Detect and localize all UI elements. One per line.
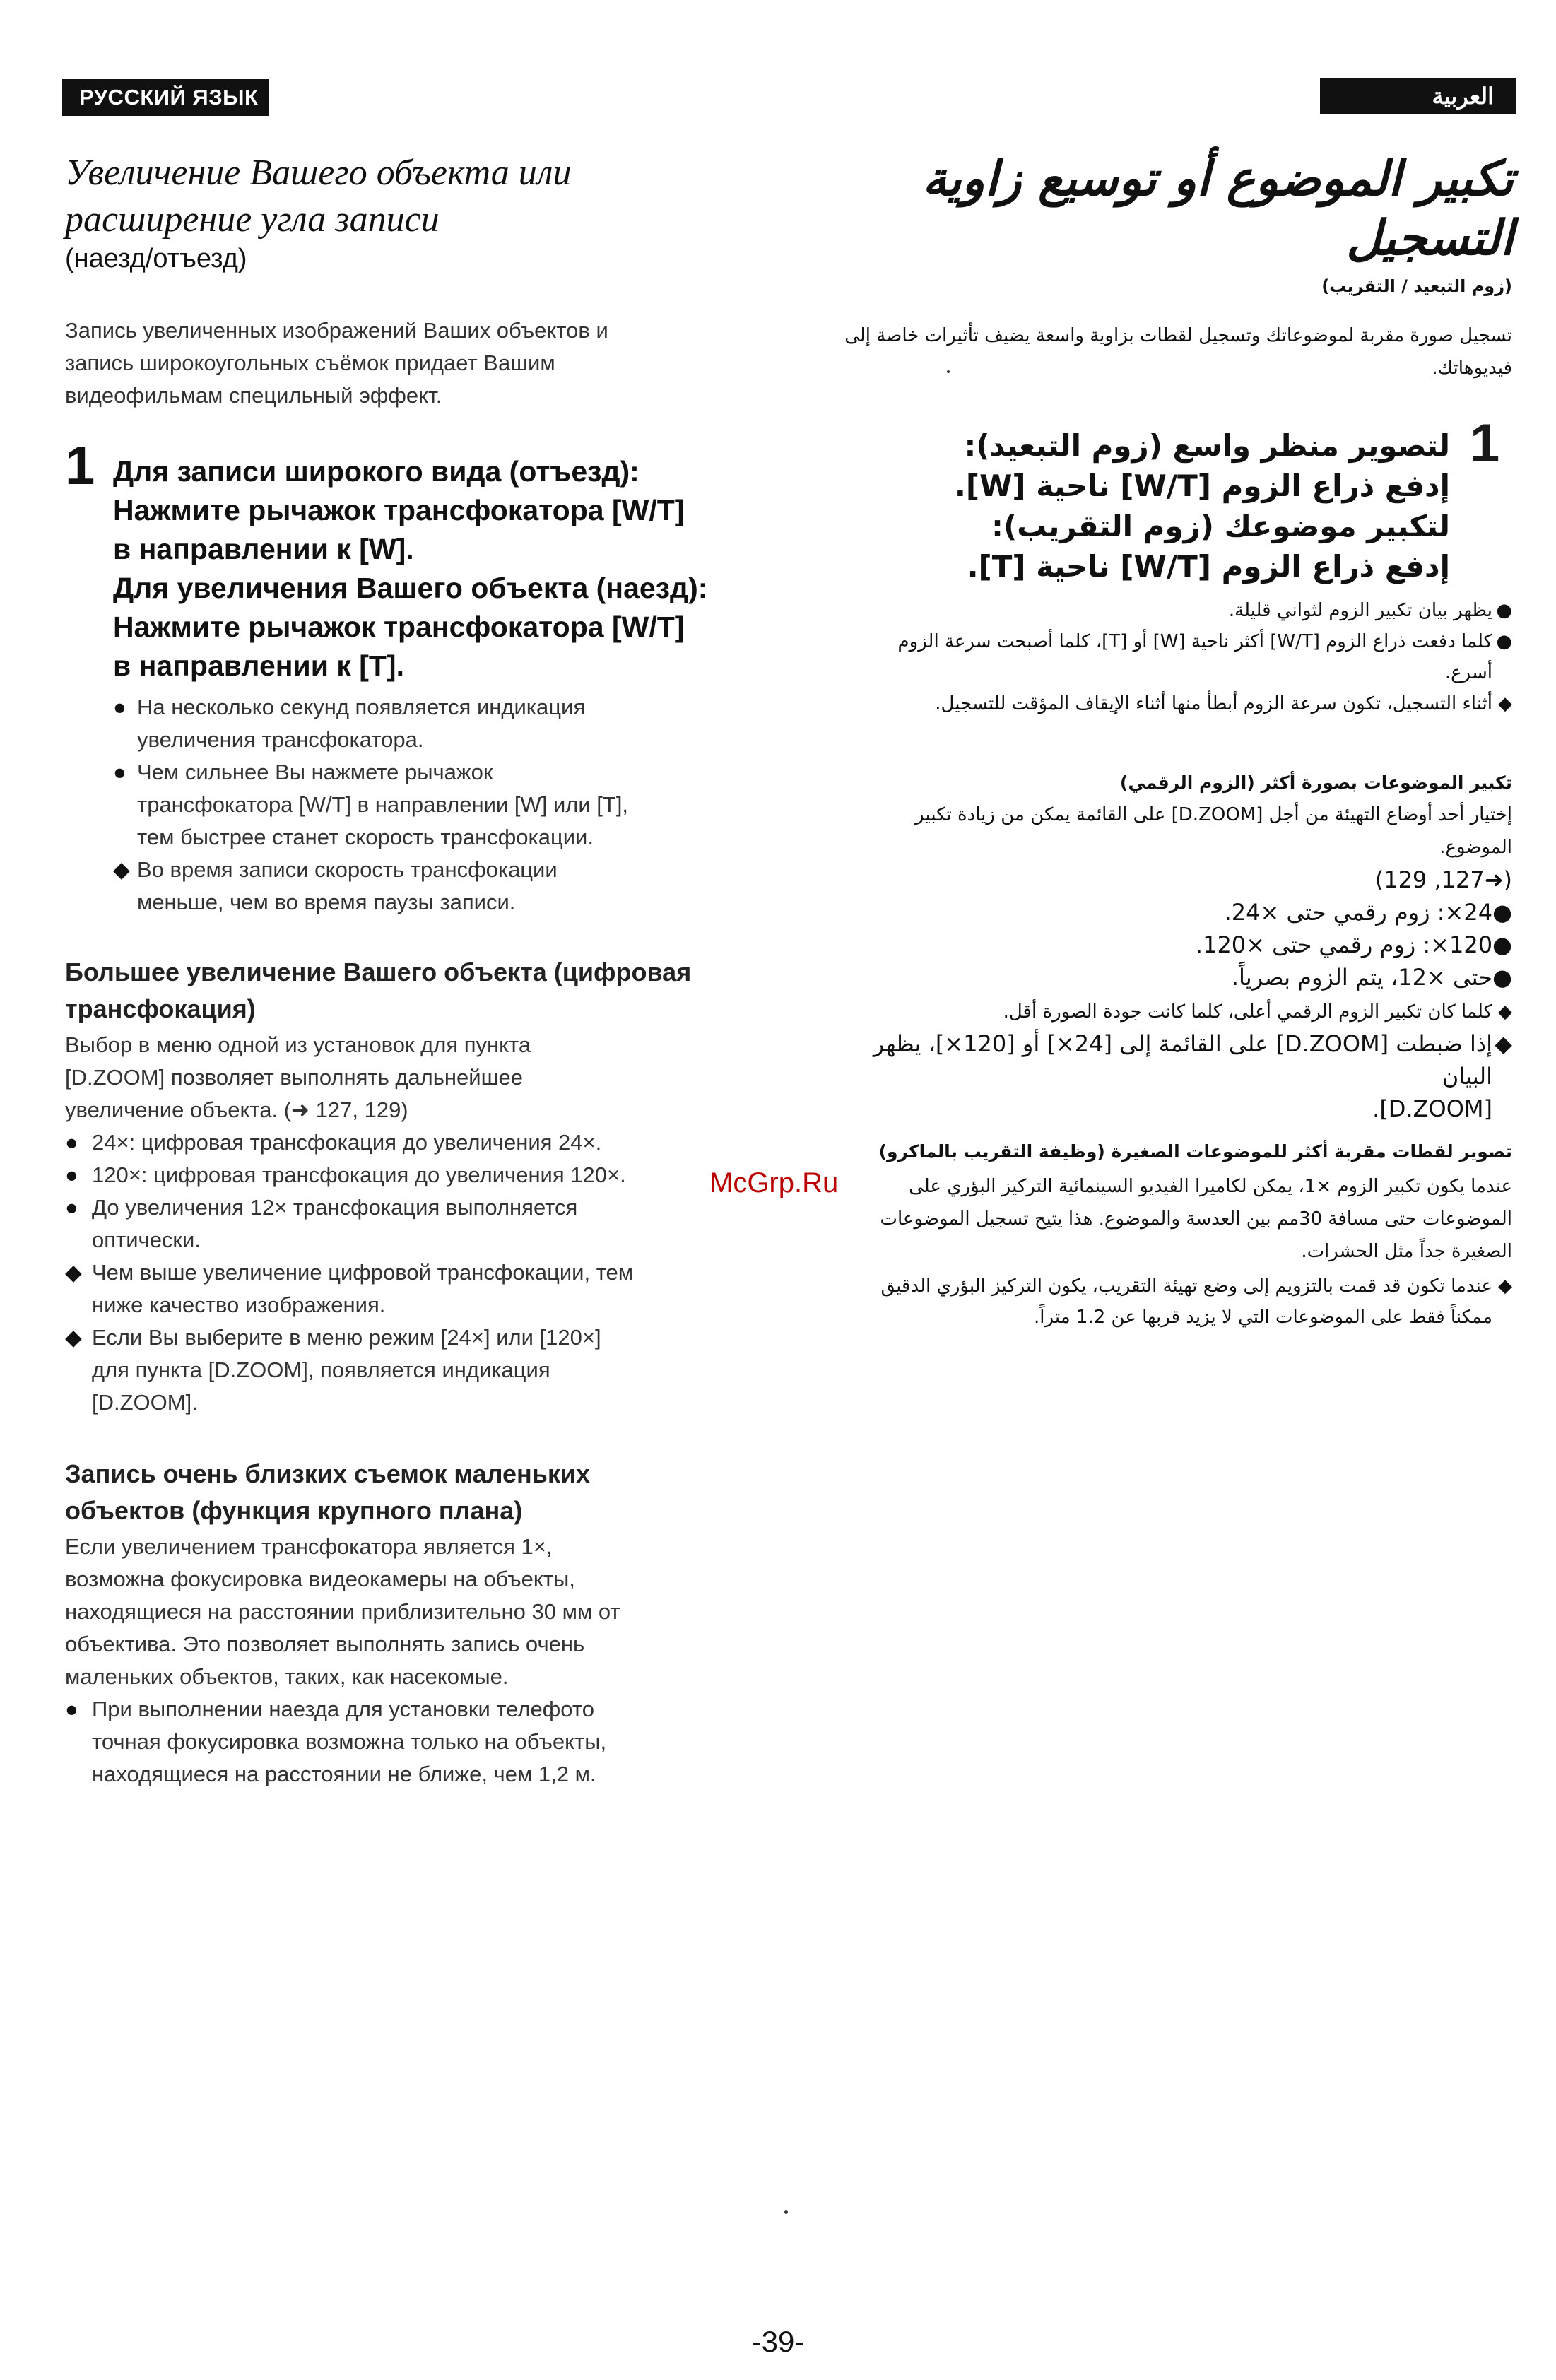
body-line: إختيار أحد أوضاع التهيئة من أجل [D.ZOOM] على القائمة يمكن من زيادة تكبير <box>915 804 1512 825</box>
ru-step-line: Нажмите рычажок трансфокатора [W/T] <box>113 494 685 526</box>
body-line: Выбор в меню одной из установок для пункта <box>65 1032 531 1057</box>
ar-step-line: لتصوير منظر واسع (زوم التبعيد): <box>964 428 1450 463</box>
ru-intro-line: видеофильмам специльный эффект. <box>65 383 442 408</box>
ar-step-line: لتكبير موضوعك (زوم التقريب): <box>991 509 1450 543</box>
list-line: точная фокусировка возможна только на объекты, <box>92 1729 607 1754</box>
ru-digital-zoom-heading <box>65 954 743 1027</box>
ar-digital-zoom-notes <box>834 996 1512 1125</box>
note-line: Во время записи скорость трансфокации <box>137 857 558 882</box>
note-line: тем быстрее станет скорость трансфокации. <box>137 825 594 849</box>
note-line: увеличения трансфокатора. <box>137 727 424 752</box>
list-line: (➜127, 129) <box>1374 866 1512 893</box>
body-line: [D.ZOOM] позволяет выполнять дальнейшее <box>65 1065 523 1090</box>
ru-step-line: в направлении к [W]. <box>113 533 414 565</box>
list-item <box>65 1191 729 1256</box>
list-line: До увеличения 12× трансфокация выполняется <box>92 1195 578 1220</box>
ar-macro-body <box>834 1170 1512 1268</box>
list-item <box>65 1256 729 1321</box>
ar-subtitle: (زوم التبعيد / التقريب) <box>1321 276 1512 296</box>
note-line: كلما كان تكبير الزوم الرقمي أعلى، كلما كانت جودة الصورة أقل. <box>1003 1001 1492 1023</box>
list-line: для пункта [D.ZOOM], появляется индикация <box>92 1357 550 1382</box>
body-line: объектива. Это позволяет выполнять запись очень <box>65 1632 585 1656</box>
note-line: عندما تكون قد قمت بالتزويم إلى وضع تهيئة التقريب، يكون التركيز البؤري الدقيق <box>880 1276 1492 1297</box>
note-line: [D.ZOOM]. <box>1372 1095 1492 1122</box>
ar-digital-zoom-options <box>834 864 1512 994</box>
body-line: находящиеся на расстоянии приблизительно 30 мм от <box>65 1599 620 1624</box>
list-item <box>834 1027 1512 1125</box>
note-line: أسرع. <box>1444 662 1492 683</box>
scan-speck <box>784 2210 788 2214</box>
ar-macro-heading: تصوير لقطات مقربة أكثر للموضوعات الصغيرة (وظيفة التقريب بالماكرو) <box>878 1141 1512 1162</box>
bullet-icon: ● <box>65 1162 78 1187</box>
note-line: меньше, чем во время паузы записи. <box>137 890 516 914</box>
list-item <box>834 595 1512 626</box>
list-line: 120×: цифровая трансфокация до увеличения 120×. <box>92 1162 626 1187</box>
list-line: При выполнении наезда для установки телефото <box>92 1697 594 1721</box>
note-line: يظهر بيان تكبير الزوم لثواني قليلة. <box>1228 600 1492 621</box>
note-line: أثناء التسجيل، تكون سرعة الزوم أبطأ منها أثناء الإيقاف المؤقت للتسجيل. <box>935 693 1492 714</box>
heading-line: объектов (функция крупного плана) <box>65 1496 523 1525</box>
list-line: ●24×: زوم رقمي حتى ×24. <box>1224 899 1512 926</box>
list-item <box>834 688 1512 719</box>
body-line: الموضوعات حتى مسافة 30مم بين العدسة والموضوع. هذا يتيح تسجيل الموضوعات <box>880 1208 1512 1230</box>
ru-title-line: Увеличение Вашего объекта или <box>65 153 572 193</box>
ru-macro-list <box>65 1693 729 1791</box>
note-line: إذا ضبطت [D.ZOOM] على القائمة إلى [24×] أو [120×]، يظهر البيان <box>873 1030 1492 1090</box>
ru-step-number: 1 <box>65 436 95 496</box>
ru-step-line: Нажмите рычажок трансфокатора [W/T] <box>113 611 685 643</box>
ar-intro-line: تسجيل صورة مقربة لموضوعاتك وتسجيل لقطات بزاوية واسعة يضيف تأثيرات خاصة إلى <box>844 325 1512 346</box>
list-line: 24×: цифровая трансфокация до увеличения 24×. <box>92 1130 602 1155</box>
ru-title-line: расширение угла записи <box>65 199 440 240</box>
ru-step-line: в направлении к [T]. <box>113 649 404 682</box>
ar-title-line: تكبير الموضوع أو توسيع زاوية <box>922 151 1514 207</box>
ru-digital-zoom-body <box>65 1029 758 1126</box>
ru-intro <box>65 314 729 412</box>
ru-intro-line: Запись увеличенных изображений Ваших объектов и <box>65 318 608 343</box>
ru-step-notes <box>113 691 721 919</box>
heading-line: Запись очень близких съемок маленьких <box>65 1459 591 1488</box>
ar-step-notes <box>834 595 1512 719</box>
diamond-bullet-icon: ◆ <box>1495 1030 1512 1057</box>
bullet-icon: ● <box>113 760 126 784</box>
list-item <box>113 854 721 919</box>
diamond-bullet-icon: ◆ <box>1498 693 1512 714</box>
language-tag-arabic: العربية <box>1320 78 1516 114</box>
list-line: [D.ZOOM]. <box>92 1390 198 1415</box>
list-line: ●حتى ×12، يتم الزوم بصرياً. <box>1231 964 1512 991</box>
list-line: Чем выше увеличение цифровой трансфокации, тем <box>92 1260 634 1285</box>
body-line: маленьких объектов, таких, как насекомые. <box>65 1664 509 1689</box>
ar-digital-zoom-heading: تكبير الموضوعات بصورة أكثر (الزوم الرقمي) <box>1119 772 1512 793</box>
ar-step-number: 1 <box>1470 413 1500 473</box>
diamond-bullet-icon: ◆ <box>65 1260 82 1285</box>
watermark: McGrp.Ru <box>709 1167 839 1198</box>
ar-digital-zoom-body <box>834 799 1512 864</box>
body-line: Если увеличением трансфокатора является 1×, <box>65 1534 553 1559</box>
bullet-icon: ● <box>113 695 126 719</box>
list-item <box>113 691 721 756</box>
list-line: ●120×: زوم رقمي حتى ×120. <box>1195 931 1512 958</box>
bullet-icon: ● <box>1496 631 1512 652</box>
page-number: -39- <box>751 2325 805 2358</box>
list-line: ниже качество изображения. <box>92 1292 386 1317</box>
ar-step-line: إدفع ذراع الزوم [W/T] ناحية [T]. <box>967 549 1450 584</box>
heading-line: трансфокация) <box>65 994 256 1023</box>
body-line: عندما يكون تكبير الزوم ×1، يمكن لكاميرا الفيديو السينمائية التركيز البؤري على <box>909 1176 1512 1197</box>
note-line: ممكناً فقط على الموضوعات التي لا يزيد قربها عن 1.2 متراً. <box>1034 1307 1492 1328</box>
list-item <box>834 996 1512 1027</box>
list-item <box>834 626 1512 688</box>
ar-intro <box>834 319 1512 384</box>
ar-title-line: التسجيل <box>1346 211 1514 266</box>
list-line: оптически. <box>92 1227 201 1252</box>
list-item <box>65 1693 729 1791</box>
body-line: увеличение объекта. (➜ 127, 129) <box>65 1097 408 1122</box>
body-line: الصغيرة جداً مثل الحشرات. <box>1301 1241 1512 1262</box>
list-item <box>834 1271 1512 1333</box>
ru-intro-line: запись широкоугольных съёмок придает Вашим <box>65 350 555 375</box>
list-item <box>65 1126 729 1159</box>
heading-line: Большее увеличение Вашего объекта (цифровая <box>65 958 692 986</box>
bullet-icon: ● <box>65 1195 78 1220</box>
note-line: Чем сильнее Вы нажмете рычажок <box>137 760 493 784</box>
ar-intro-line: فيديوهاتك. <box>1432 358 1512 379</box>
list-item <box>65 1321 729 1419</box>
diamond-bullet-icon: ◆ <box>1498 1001 1512 1023</box>
ru-subtitle: (наезд/отъезд) <box>65 244 247 273</box>
scan-speck <box>947 370 950 373</box>
ru-macro-heading <box>65 1456 743 1529</box>
list-item <box>113 756 721 854</box>
list-item <box>65 1159 729 1191</box>
ar-step-instructions <box>814 425 1450 587</box>
ar-step-line: إدفع ذراع الزوم [W/T] ناحية [W]. <box>954 469 1450 503</box>
diamond-bullet-icon: ◆ <box>113 857 130 882</box>
ar-macro-notes <box>834 1271 1512 1333</box>
diamond-bullet-icon: ◆ <box>65 1325 82 1350</box>
bullet-icon: ● <box>65 1697 78 1721</box>
ru-step-line: Для увеличения Вашего объекта (наезд): <box>113 572 708 604</box>
ru-macro-body <box>65 1531 758 1693</box>
list-line: находящиеся на расстоянии не ближе, чем 1,2 м. <box>92 1762 596 1786</box>
note-line: На несколько секунд появляется индикация <box>137 695 586 719</box>
note-line: كلما دفعت ذراع الزوم [W/T] أكثر ناحية [W] أو [T]، كلما أصبحت سرعة الزوم <box>897 631 1492 652</box>
ar-page-title <box>835 150 1514 269</box>
ru-page-title <box>65 150 743 243</box>
ru-digital-zoom-list <box>65 1126 729 1419</box>
diamond-bullet-icon: ◆ <box>1498 1276 1512 1297</box>
list-line: Если Вы выберите в меню режим [24×] или [120×] <box>92 1325 601 1350</box>
ru-step-instructions <box>113 452 749 685</box>
body-line: الموضوع. <box>1439 837 1512 858</box>
bullet-icon: ● <box>65 1130 78 1155</box>
language-tag-russian: РУССКИЙ ЯЗЫК <box>62 79 269 116</box>
note-line: трансфокатора [W/T] в направлении [W] или [T], <box>137 792 629 817</box>
ru-step-line: Для записи широкого вида (отъезд): <box>113 455 640 488</box>
body-line: возможна фокусировка видеокамеры на объекты, <box>65 1567 575 1591</box>
bullet-icon: ● <box>1496 600 1512 621</box>
